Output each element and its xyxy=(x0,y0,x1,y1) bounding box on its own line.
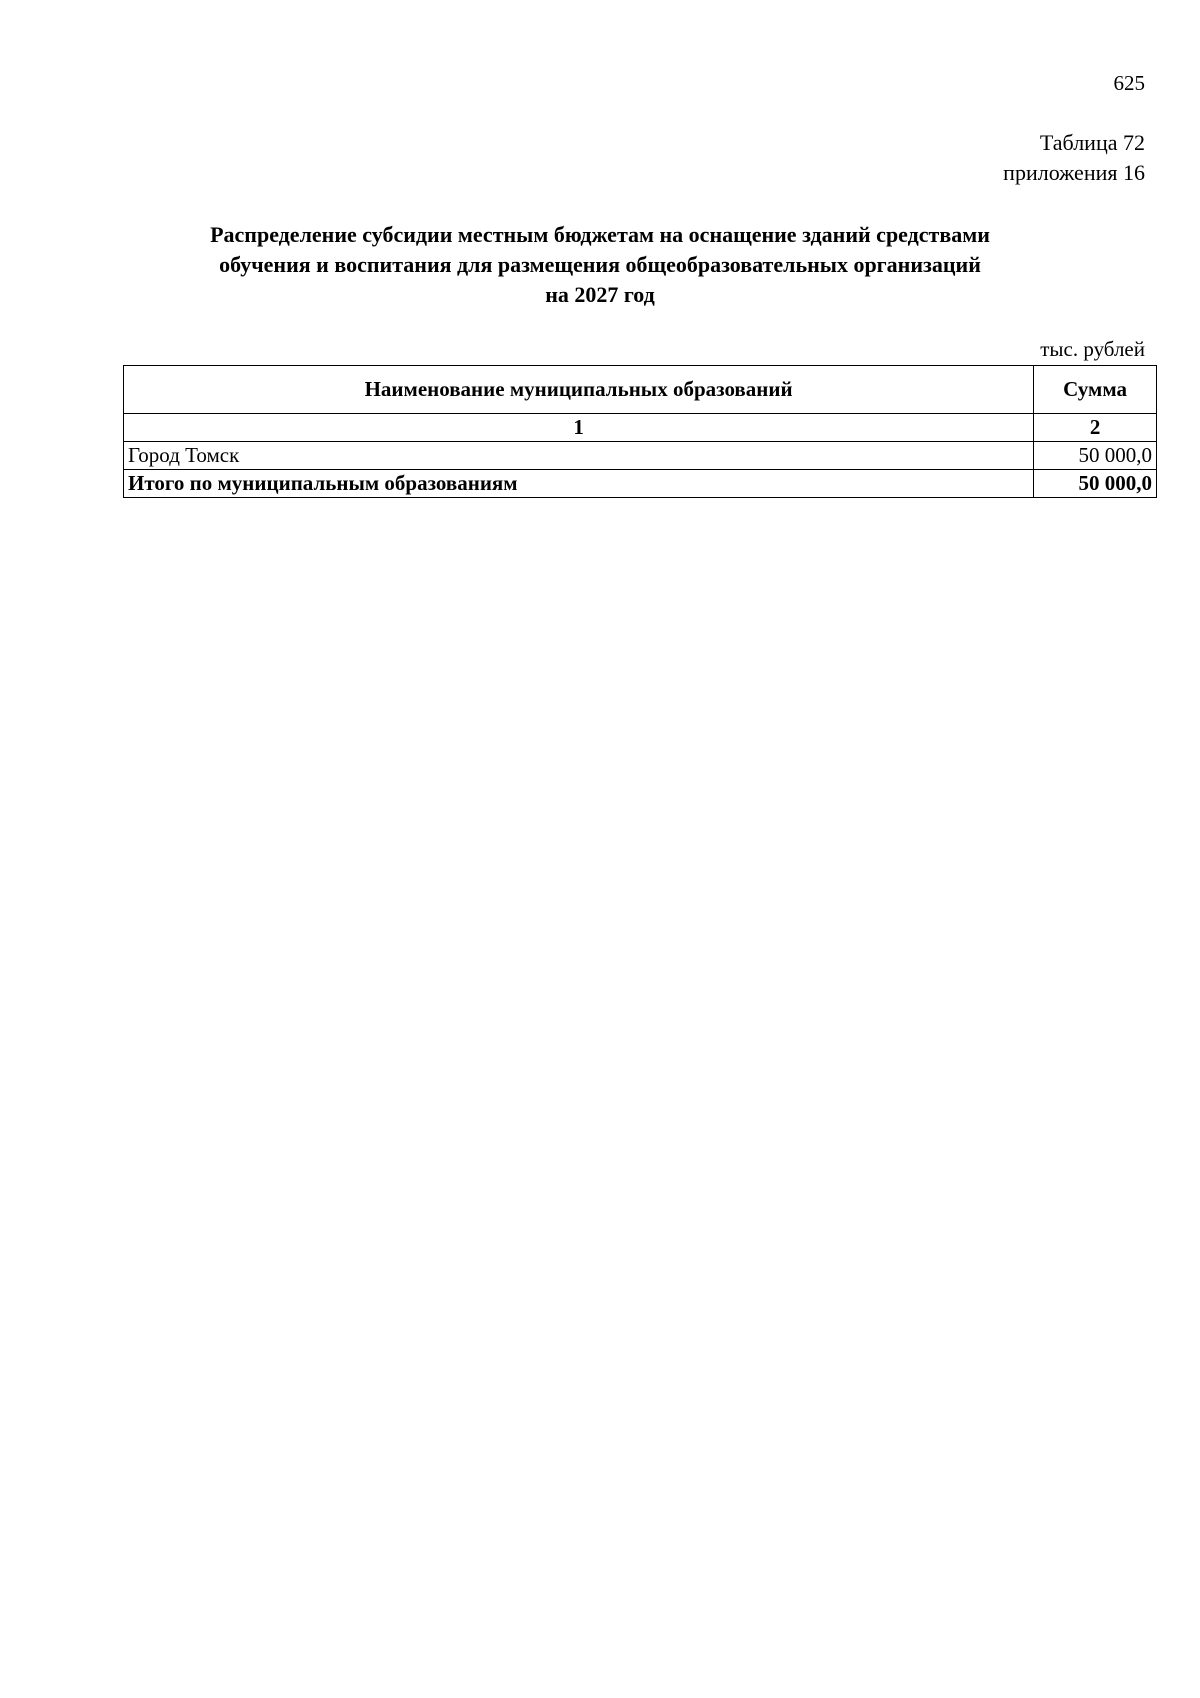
subsidy-table xyxy=(123,365,1157,498)
municipality-name: Город Томск xyxy=(124,442,1034,470)
table-header-row xyxy=(124,366,1157,414)
municipality-sum: 50 000,0 xyxy=(1034,442,1157,470)
table-number: Таблица 72 xyxy=(1039,130,1145,155)
column-header-name: Наименование муниципальных образований xyxy=(124,366,1034,414)
units-label: тыс. рублей xyxy=(1040,337,1145,361)
column-index-1: 1 xyxy=(124,414,1034,442)
total-label: Итого по муниципальным образованиям xyxy=(124,470,1034,498)
appendix-number: приложения 16 xyxy=(1003,160,1145,185)
total-sum: 50 000,0 xyxy=(1034,470,1157,498)
title-line-1: Распределение субсидии местным бюджетам на оснащение зданий средствами xyxy=(210,222,990,247)
column-index-row xyxy=(124,414,1157,442)
total-row xyxy=(124,470,1157,498)
page-number: 625 xyxy=(1113,71,1145,95)
table-reference xyxy=(1003,128,1145,188)
column-header-sum: Сумма xyxy=(1034,366,1157,414)
document-title xyxy=(60,220,1140,310)
title-line-3: на 2027 год xyxy=(545,282,655,307)
table-row xyxy=(124,442,1157,470)
column-index-2: 2 xyxy=(1034,414,1157,442)
title-line-2: обучения и воспитания для размещения общеобразовательных организаций xyxy=(219,252,981,277)
